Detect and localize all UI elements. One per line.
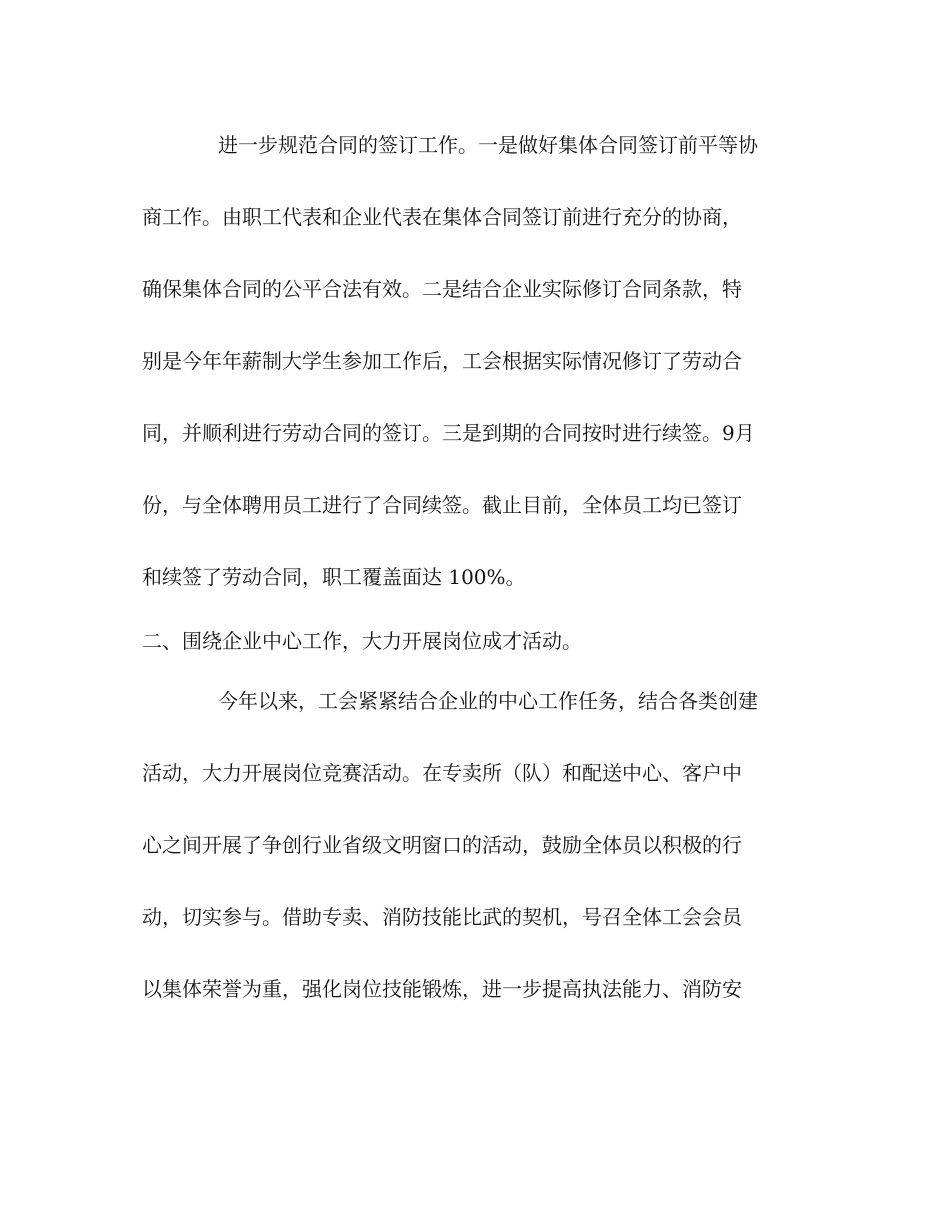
paragraph-line: 同，并顺利进行劳动合同的签订。三是到期的合同按时进行续签。9月 bbox=[142, 421, 755, 445]
paragraph-line: 心之间开展了争创行业省级文明窗口的活动，鼓励全体员以积极的行 bbox=[142, 833, 742, 857]
paragraph-line: 确保集体合同的公平合法有效。二是结合企业实际修订合同条款，特 bbox=[142, 277, 742, 301]
paragraph-line: 今年以来，工会紧紧结合企业的中心工作任务，结合各类创建 bbox=[218, 689, 758, 713]
paragraph-line: 别是今年年薪制大学生参加工作后，工会根据实际情况修订了劳动合 bbox=[142, 349, 742, 373]
paragraph-line: 和续签了劳动合同，职工覆盖面达 100%。 bbox=[142, 565, 526, 589]
paragraph-line: 份，与全体聘用员工进行了合同续签。截止目前，全体员工均已签订 bbox=[142, 493, 742, 517]
paragraph-line: 进一步规范合同的签订工作。一是做好集体合同签订前平等协 bbox=[218, 133, 758, 157]
paragraph-line: 活动，大力开展岗位竞赛活动。在专卖所（队）和配送中心、客户中 bbox=[142, 761, 742, 785]
paragraph-line: 动，切实参与。借助专卖、消防技能比武的契机，号召全体工会会员 bbox=[142, 905, 742, 929]
section-heading: 二、围绕企业中心工作，大力开展岗位成才活动。 bbox=[142, 629, 582, 653]
paragraph-line: 以集体荣誉为重，强化岗位技能锻炼，进一步提高执法能力、消防安 bbox=[142, 977, 742, 1001]
paragraph-line: 商工作。由职工代表和企业代表在集体合同签订前进行充分的协商， bbox=[142, 205, 742, 229]
